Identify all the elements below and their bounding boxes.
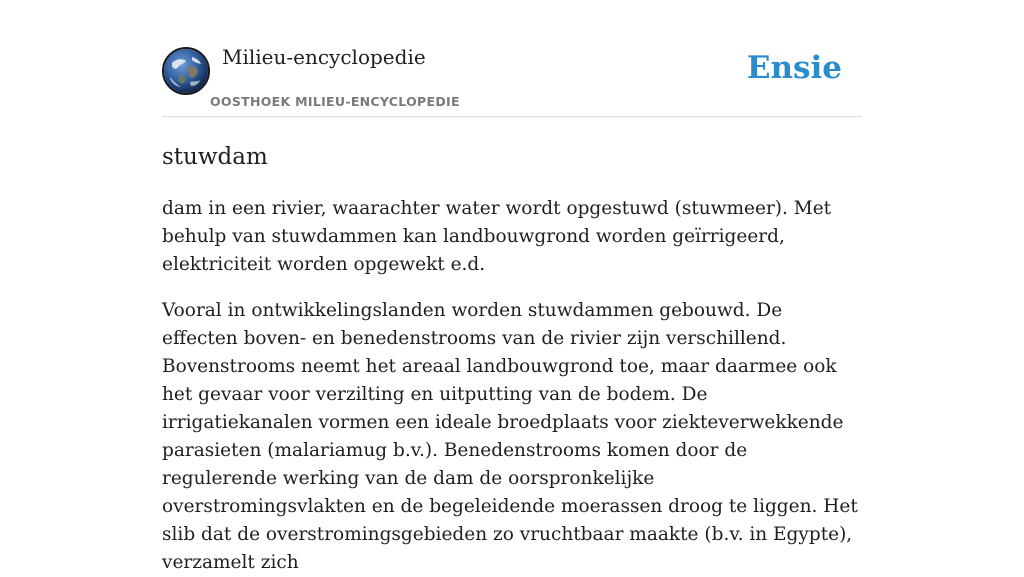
entry-paragraph: dam in een rivier, waarachter water wordt opgestuwd (stuwmeer). Met behulp van stuwdammen kan landbouwgrond worden geïrrigeerd, elektriciteit worden opgewekt e.d.: [162, 198, 832, 275]
site-title[interactable]: Milieu-encyclopedie: [222, 45, 426, 69]
brand-logo-link[interactable]: Ensie: [746, 50, 842, 86]
site-header: [162, 0, 862, 117]
earth-globe-icon: [164, 49, 208, 93]
entry-paragraph: Vooral in ontwikkelingslanden worden stuwdammen gebouwd. De effecten boven- en benedenstrooms van de rivier zijn verschillend. Bovenstrooms neemt het areaal landbouwgrond toe, maar daarmee ook het gevaar voor verzilting en uitputting van de bodem. De irrigatiekanalen vormen een ideale broedplaats voor ziekteverwekkende parasieten (malariamug b.v.). Benedenstrooms komen door de regulerende werking van de dam de oorspronkelijke overstromingsvlakten en de begeleidende moerassen droog te liggen. Het slib dat de overstromingsgebieden zo vruchtbaar maakte (b.v. in Egypte), verzamelt zich: [162, 300, 858, 573]
page: [162, 0, 862, 577]
entry-body: [162, 195, 862, 577]
entry-title: stuwdam: [162, 144, 268, 170]
site-subtitle[interactable]: OOSTHOEK MILIEU-ENCYCLOPEDIE: [210, 94, 460, 109]
site-logo[interactable]: [162, 47, 210, 95]
